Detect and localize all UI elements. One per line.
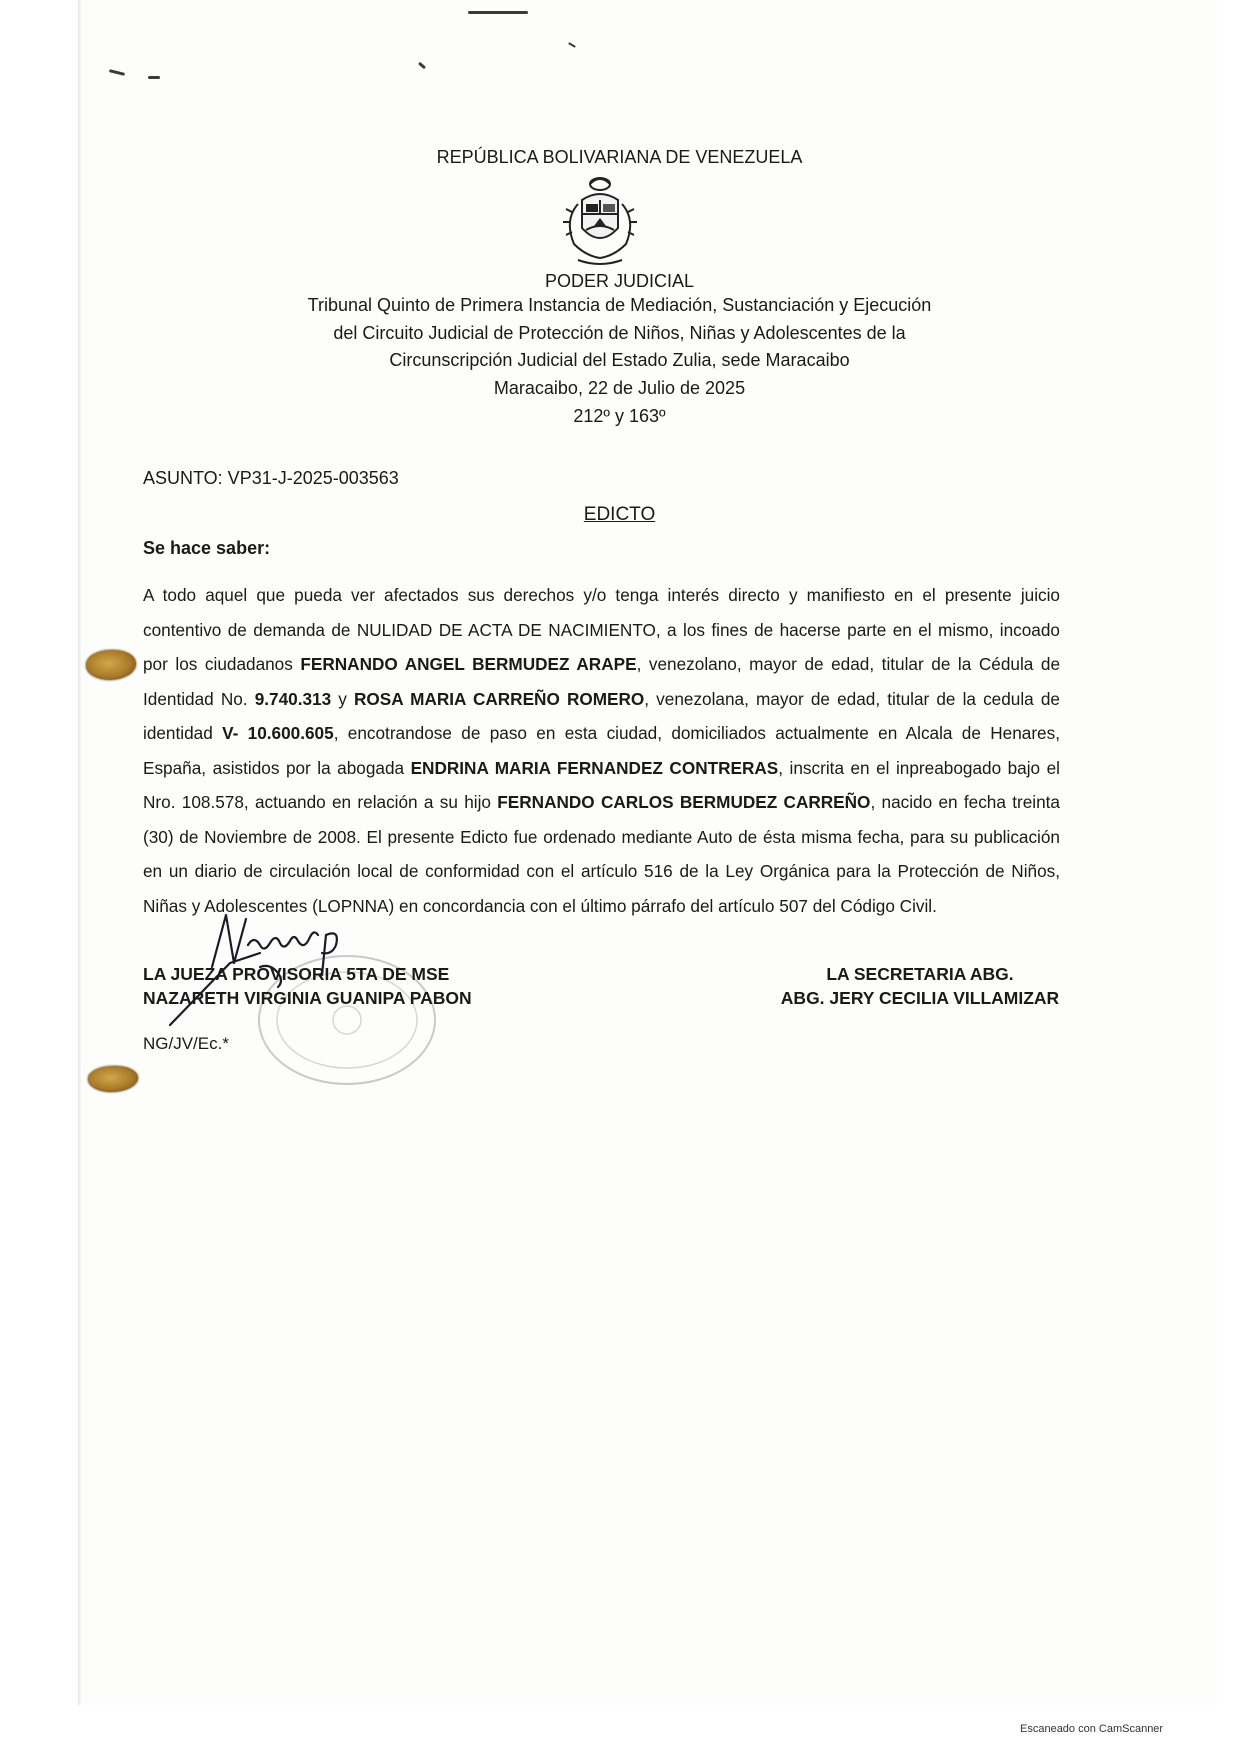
poder-judicial-heading: PODER JUDICIAL [544,271,695,291]
scanner-watermark: Escaneado con CamScanner [1020,1723,1164,1735]
judge-signature-block [143,962,472,1010]
body-text-segment: , encotrandose de paso en esta ciudad, domiciliados actualmente en Alcala de Henares, España, asistidos por la abogada [143,723,1060,778]
tribunal-line-1: Tribunal Quinto de Primera Instancia de Mediación, Sustanciación y Ejecución [307,295,932,315]
coat-of-arms-icon [550,170,650,270]
body-text-segment: y [331,688,354,709]
claimant-name-1: FERNANDO ANGEL BERMUDEZ ARAPE [300,654,637,674]
body-text-segment: , venezolana, mayor de edad, titular de la cedula de identidad [143,688,1060,743]
intro-text: Se hace saber: [143,538,271,558]
judge-title: LA JUEZA PROVISORIA 5TA DE MSE [143,964,450,984]
scan-mark [148,76,160,79]
tribunal-line-2: del Circuito Judicial de Protección de Niños, Niñas y Adolescentes de la [333,323,906,343]
judge-name: NAZARETH VIRGINIA GUANIPA PABON [143,988,472,1008]
secretary-name: ABG. JERY CECILIA VILLAMIZAR [780,988,1060,1008]
reference-initials: NG/JV/Ec.* [143,1034,229,1053]
child-name: FERNANDO CARLOS BERMUDEZ CARREÑO [497,792,871,812]
body-text-segment: , inscrita en el inpreabogado bajo el Nro. 108.578, actuando en relación a su hijo [143,757,1060,812]
body-text-segment: , venezolano, mayor de edad, titular de la Cédula de Identidad No. [143,654,1060,709]
case-number: ASUNTO: VP31-J-2025-003563 [143,468,399,488]
scan-edge [78,0,81,1705]
document-title: EDICTO [583,504,656,525]
secretary-signature-block [780,962,1060,1010]
body-paragraph [143,578,1060,923]
secretary-title: LA SECRETARIA ABG. [826,964,1014,984]
claimant-id-2: V- 10.600.605 [222,723,334,743]
document-years: 212º y 163º [573,406,666,426]
claimant-name-2: ROSA MARIA CARREÑO ROMERO [354,688,645,709]
document-date: Maracaibo, 22 de Julio de 2025 [493,378,746,398]
body-text-segment: , nacido en fecha treinta (30) de Noviembre de 2008. El presente Edicto fue ordenado mediante Auto de ésta misma fecha, para su publicación en un diario de circulación local de conformidad con el artículo 516 de la Ley Orgánica para la Protección de Niños, Niñas y Adolescentes (LOPNNA) en concordancia con el último párrafo del artículo 507 del Código Civil. [143,792,1060,916]
tribunal-line-3: Circunscripción Judicial del Estado Zulia, sede Maracaibo [389,350,850,370]
lawyer-name: ENDRINA MARIA FERNANDEZ CONTRERAS [410,757,779,778]
republic-heading: REPÚBLICA BOLIVARIANA DE VENEZUELA [436,147,803,167]
scan-mark [468,11,528,14]
claimant-id-1: 9.740.313 [254,688,332,709]
body-text-segment: A todo aquel que pueda ver afectados sus derechos y/o tenga interés directo y manifiesto en el presente juicio contentivo de demanda de NULIDAD DE ACTA DE NACIMIENTO, a los fines de hacerse parte en el mismo, incoado por los ciudadanos [143,585,1060,674]
